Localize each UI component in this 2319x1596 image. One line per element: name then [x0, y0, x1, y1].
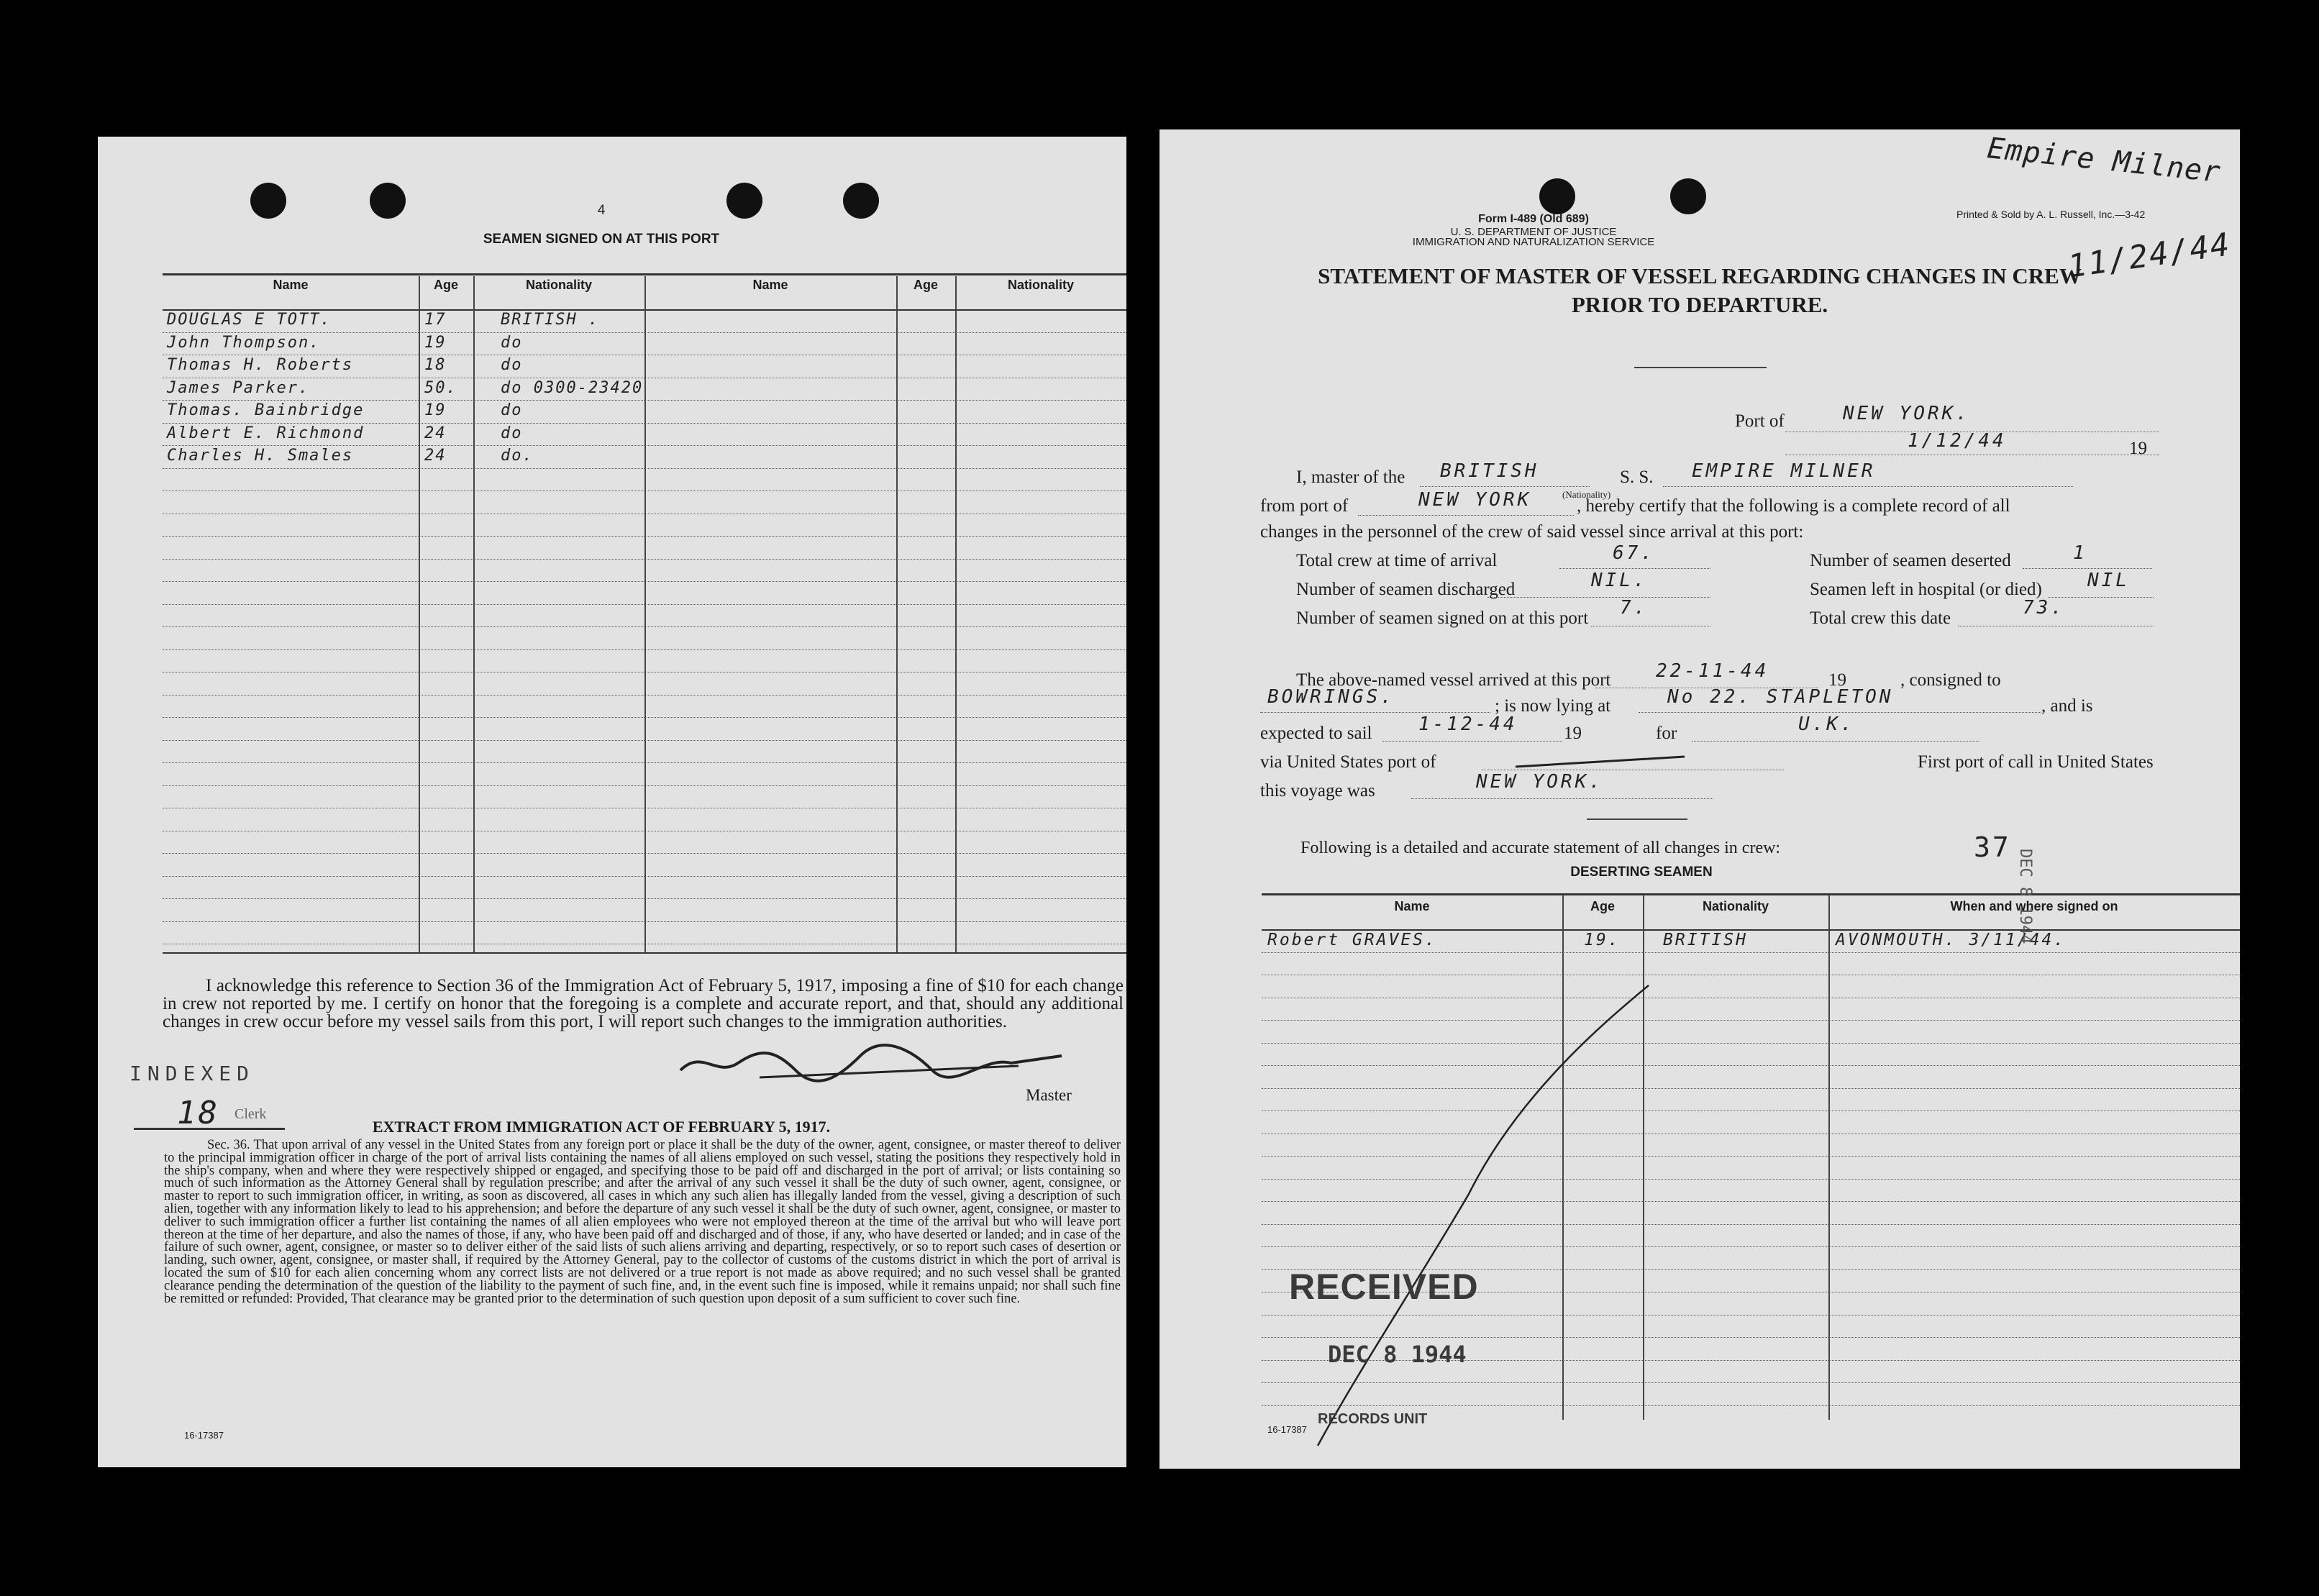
- port-label: Port of: [1735, 411, 1785, 431]
- arrived-label: The above-named vessel arrived at this port: [1296, 670, 1611, 690]
- clerk-number: 18: [177, 1095, 219, 1131]
- column-header: Name: [273, 278, 309, 292]
- crew-age: 17: [424, 311, 447, 329]
- row-line: [163, 445, 1126, 446]
- left-page: [98, 137, 1126, 1467]
- deserter-age: 19.: [1584, 931, 1621, 949]
- signed-on-label: Number of seamen signed on at this port: [1296, 608, 1589, 628]
- row-line: [163, 762, 1126, 763]
- first-call-label: First port of call in United States: [1918, 752, 2154, 772]
- punch-hole: [1539, 178, 1575, 214]
- column-header: Nationality: [1007, 278, 1074, 292]
- row-line: [163, 626, 1126, 627]
- received-stamp: RECEIVED: [1289, 1267, 1479, 1307]
- dept-line-2: IMMIGRATION AND NATURALIZATION SERVICE: [1412, 236, 1655, 248]
- column-header: Nationality: [1702, 899, 1769, 913]
- discharged-label: Number of seamen discharged: [1296, 580, 1516, 599]
- title-line-2: PRIOR TO DEPARTURE.: [1571, 292, 1828, 317]
- vessel-line: [1663, 486, 2073, 487]
- punch-hole: [843, 183, 879, 219]
- side-stamp: [2016, 849, 2034, 944]
- from-port-label: from port of: [1260, 496, 1349, 516]
- crew-age: 24: [424, 447, 447, 465]
- row-line: [163, 581, 1126, 582]
- expected-year: 19: [1564, 724, 1582, 743]
- crew-nationality: do: [501, 401, 523, 419]
- handwritten-vessel-note: Empire Milner: [1985, 132, 2223, 189]
- form-code: 16-17387: [184, 1430, 224, 1441]
- from-port-line: [1358, 515, 1574, 516]
- extract-text: Sec. 36. That upon arrival of any vessel in the United States from any foreign port or place it shall be the duty of the owner, agent, consignee, or master thereof to deliver to the principal immigration officer in charge of the port of arrival lists containing the names of all aliens employed on such vessel, stating the positions they respectively hold in the ship's company, when and where they were respectively shipped or engaged, and specifying those to be paid off and discharged in the port of arrival; or lists containing so much of such information as the Attorney General shall by regulation prescribe; and after the arrival of any such vessel it shall be the duty of such owner, agent, consignee, or master to report to such immigration officer, in writing, as soon as discovered, all cases in which any such alien has illegally landed from the vessel, giving a description of such alien, together with any information likely to lead to his apprehension; and before the departure of any such vessel it shall be the duty of such owner, agent, consignee, or master to deliver to such immigration officer a further list containing the names of all alien employees who were not employed thereon at the time of the arrival but who will leave port thereon at the time of her departure, and also the names of those, if any, who have been paid off and discharged and of those, if any, who have deserted or landed; and in case of the failure of such owner, agent, consignee, or master so to deliver either of the said lists of such aliens arriving and departing, respectively, or so to report such cases of desertion or landing, such owner, agent, consignee, or master shall, if required by the Attorney General, pay to the collector of customs of the customs district in which the port of arrival is located the sum of $10 for each alien concerning whom any correct lists are not delivered or a true report is not made as above required; and no such vessel shall be granted clearance pending the determination of the question of the liability to the payment of such fine, and, in the event such fine is imposed, while it remains unpaid; nor shall such fine be remitted or refunded: Provided, That clearance may be granted prior to the determination of such question upon deposit of a sum sufficient to cover such fine.: [164, 1138, 1121, 1306]
- column-header: When and where signed on: [1950, 899, 2118, 913]
- void-stroke: [1303, 978, 1663, 1453]
- expected-line: [1382, 741, 1562, 742]
- voyage-label: this voyage was: [1260, 781, 1375, 801]
- deserting-title: DESERTING SEAMEN: [1570, 865, 1713, 880]
- table-top-rule: [163, 273, 1126, 275]
- certify-text: , hereby certify that the following is a complete record of all: [1577, 496, 2010, 516]
- crew-nationality: do: [501, 424, 523, 442]
- port-value: NEW YORK.: [1843, 403, 1970, 424]
- crew-nationality: do.: [501, 447, 534, 465]
- for-line: [1692, 741, 1979, 742]
- date-value: 1/12/44: [1908, 430, 2007, 452]
- dept-line-1: U. S. DEPARTMENT OF JUSTICE: [1450, 226, 1617, 238]
- row-line: [163, 921, 1126, 922]
- acknowledgement-text: I acknowledge this reference to Section 36 of the Immigration Act of February 5, 1917, imposing a fine of $10 for each change in crew not reported by me. I certify on honor that the foregoing is a complete and accurate report, and that, should any additional changes in crew occur before my vessel sails from this port, I will report such changes to the immigration authorities.: [163, 976, 1124, 1031]
- column-header: Name: [752, 278, 788, 292]
- punch-hole: [250, 183, 286, 219]
- lying-line: [1639, 712, 2041, 713]
- page-number: 4: [597, 203, 606, 218]
- row-line: [163, 649, 1126, 650]
- crew-name: Albert E. Richmond: [167, 424, 365, 442]
- printer-line: Printed & Sold by A. L. Russell, Inc.—3-42: [1956, 209, 2146, 220]
- table-bottom-rule: [163, 952, 1126, 954]
- deserted-value: 1: [2073, 542, 2087, 564]
- crew-name: Thomas H. Roberts: [167, 356, 354, 374]
- consignee-value: BOWRINGS.: [1267, 686, 1395, 708]
- expected-label: expected to sail: [1260, 724, 1372, 743]
- master-label: Master: [1026, 1086, 1072, 1104]
- crew-age: 19: [424, 333, 447, 352]
- year-prefix: 19: [2129, 439, 2147, 458]
- row-line: [163, 695, 1126, 696]
- punch-hole: [1670, 178, 1706, 214]
- crew-name: John Thompson.: [167, 333, 321, 352]
- row-line: [163, 717, 1126, 718]
- records-unit: RECORDS UNIT: [1318, 1411, 1428, 1427]
- row-line: [163, 604, 1126, 605]
- voyage-value: NEW YORK.: [1476, 771, 1603, 793]
- arrived-value: 22-11-44: [1656, 660, 1769, 682]
- crew-nationality: BRITISH .: [501, 311, 600, 329]
- form-number: Form I-489 (Old 689): [1478, 213, 1589, 225]
- master-of-label: I, master of the: [1296, 468, 1405, 487]
- crew-nationality: do: [501, 333, 523, 352]
- column-header: Name: [1394, 899, 1430, 913]
- total-crew-date-label: Total crew this date: [1810, 608, 1951, 628]
- row-line: [163, 785, 1126, 786]
- title-rule: [1634, 367, 1767, 368]
- column-header: Age: [433, 278, 458, 292]
- deserter-nationality: BRITISH: [1663, 931, 1748, 949]
- punch-hole: [726, 183, 762, 219]
- following-label: Following is a detailed and accurate statement of all changes in crew:: [1300, 839, 1781, 857]
- crew-name: DOUGLAS E TOTT.: [167, 311, 332, 329]
- discharged-line: [1487, 597, 1710, 598]
- crew-name: James Parker.: [167, 378, 310, 397]
- deserter-signed-on: AVONMOUTH. 3/11/44.: [1836, 931, 2067, 949]
- column-header: Age: [913, 278, 938, 292]
- lying-value: No 22. STAPLETON: [1667, 686, 1894, 708]
- for-label: for: [1656, 724, 1677, 743]
- ss-label: S. S.: [1620, 468, 1654, 487]
- mid-rule: [1587, 818, 1687, 820]
- row-line: [163, 536, 1126, 537]
- row-line: [163, 853, 1126, 854]
- vessel-name: EMPIRE MILNER: [1692, 460, 1876, 482]
- total-crew-arrival-label: Total crew at time of arrival: [1296, 551, 1498, 570]
- column-divider: [1828, 895, 1830, 1420]
- extract-title: EXTRACT FROM IMMIGRATION ACT OF FEBRUARY 5, 1917.: [372, 1118, 831, 1136]
- expected-value: 1-12-44: [1418, 713, 1518, 735]
- deserter-name: Robert GRAVES.: [1267, 931, 1437, 949]
- column-header: Age: [1590, 899, 1615, 913]
- row-line: [163, 400, 1126, 401]
- deserted-label: Number of seamen deserted: [1810, 551, 2011, 570]
- consigned-label: , consigned to: [1900, 670, 2001, 690]
- clerk-label: Clerk: [234, 1106, 267, 1122]
- total-crew-arrival-value: 67.: [1613, 542, 1655, 564]
- changes-text: changes in the personnel of the crew of said vessel since arrival at this port:: [1260, 522, 1804, 542]
- row-line: [163, 898, 1126, 899]
- row-line: [163, 559, 1126, 560]
- arrived-year: 19: [1828, 670, 1846, 690]
- master-signature: [673, 1034, 1076, 1092]
- signed-on-value: 7.: [1620, 597, 1649, 619]
- crew-age: 50.: [424, 378, 457, 397]
- title-line-1: STATEMENT OF MASTER OF VESSEL REGARDING CHANGES IN CREW: [1318, 263, 2082, 288]
- crew-nationality: do 0300-23420: [501, 378, 644, 397]
- section-title: SEAMEN SIGNED ON AT THIS PORT: [483, 232, 720, 247]
- hospital-value: NIL: [2087, 570, 2130, 591]
- and-is-label: , and is: [2041, 696, 2093, 716]
- page-count: 37: [1974, 831, 2011, 863]
- column-header: Nationality: [525, 278, 592, 292]
- side-stamp-date: DEC 8 1944: [2016, 849, 2034, 944]
- lying-label: ; is now lying at: [1495, 696, 1611, 716]
- received-date: DEC 8 1944: [1328, 1341, 1467, 1368]
- row-line: [163, 332, 1126, 333]
- crew-name: Charles H. Smales: [167, 447, 354, 465]
- consignee-line: [1260, 712, 1490, 713]
- from-port-value: NEW YORK: [1418, 489, 1532, 511]
- row-line: [163, 876, 1126, 877]
- nationality-line: [1420, 486, 1590, 487]
- total-crew-date-value: 73.: [2023, 597, 2065, 619]
- row-line: [163, 423, 1126, 424]
- voyage-line: [1411, 798, 1713, 799]
- nationality-value: BRITISH: [1440, 460, 1539, 482]
- row-line: [1262, 952, 2240, 953]
- crew-age: 18: [424, 356, 447, 374]
- crew-name: Thomas. Bainbridge: [167, 401, 365, 419]
- for-value: U.K.: [1798, 713, 1855, 735]
- via-label: via United States port of: [1260, 752, 1436, 772]
- nationality-caption: (Nationality): [1562, 489, 1611, 500]
- row-line: [163, 468, 1126, 469]
- punch-hole: [370, 183, 406, 219]
- hospital-label: Seamen left in hospital (or died): [1810, 580, 2042, 599]
- right-page: [1160, 129, 2240, 1469]
- discharged-value: NIL.: [1591, 570, 1648, 591]
- crew-nationality: do: [501, 356, 523, 374]
- handwritten-date: 11/24/44: [2065, 226, 2233, 286]
- indexed-stamp: INDEXED: [129, 1062, 255, 1085]
- crew-age: 19: [424, 401, 447, 419]
- deserting-table-top: [1262, 893, 2240, 895]
- row-line: [163, 740, 1126, 741]
- via-dash-mark: [1512, 751, 1699, 772]
- deserted-line: [2023, 568, 2152, 569]
- right-form-code: 16-17387: [1267, 1424, 1307, 1435]
- crew-age: 24: [424, 424, 447, 442]
- total-crew-arrival-line: [1559, 568, 1710, 569]
